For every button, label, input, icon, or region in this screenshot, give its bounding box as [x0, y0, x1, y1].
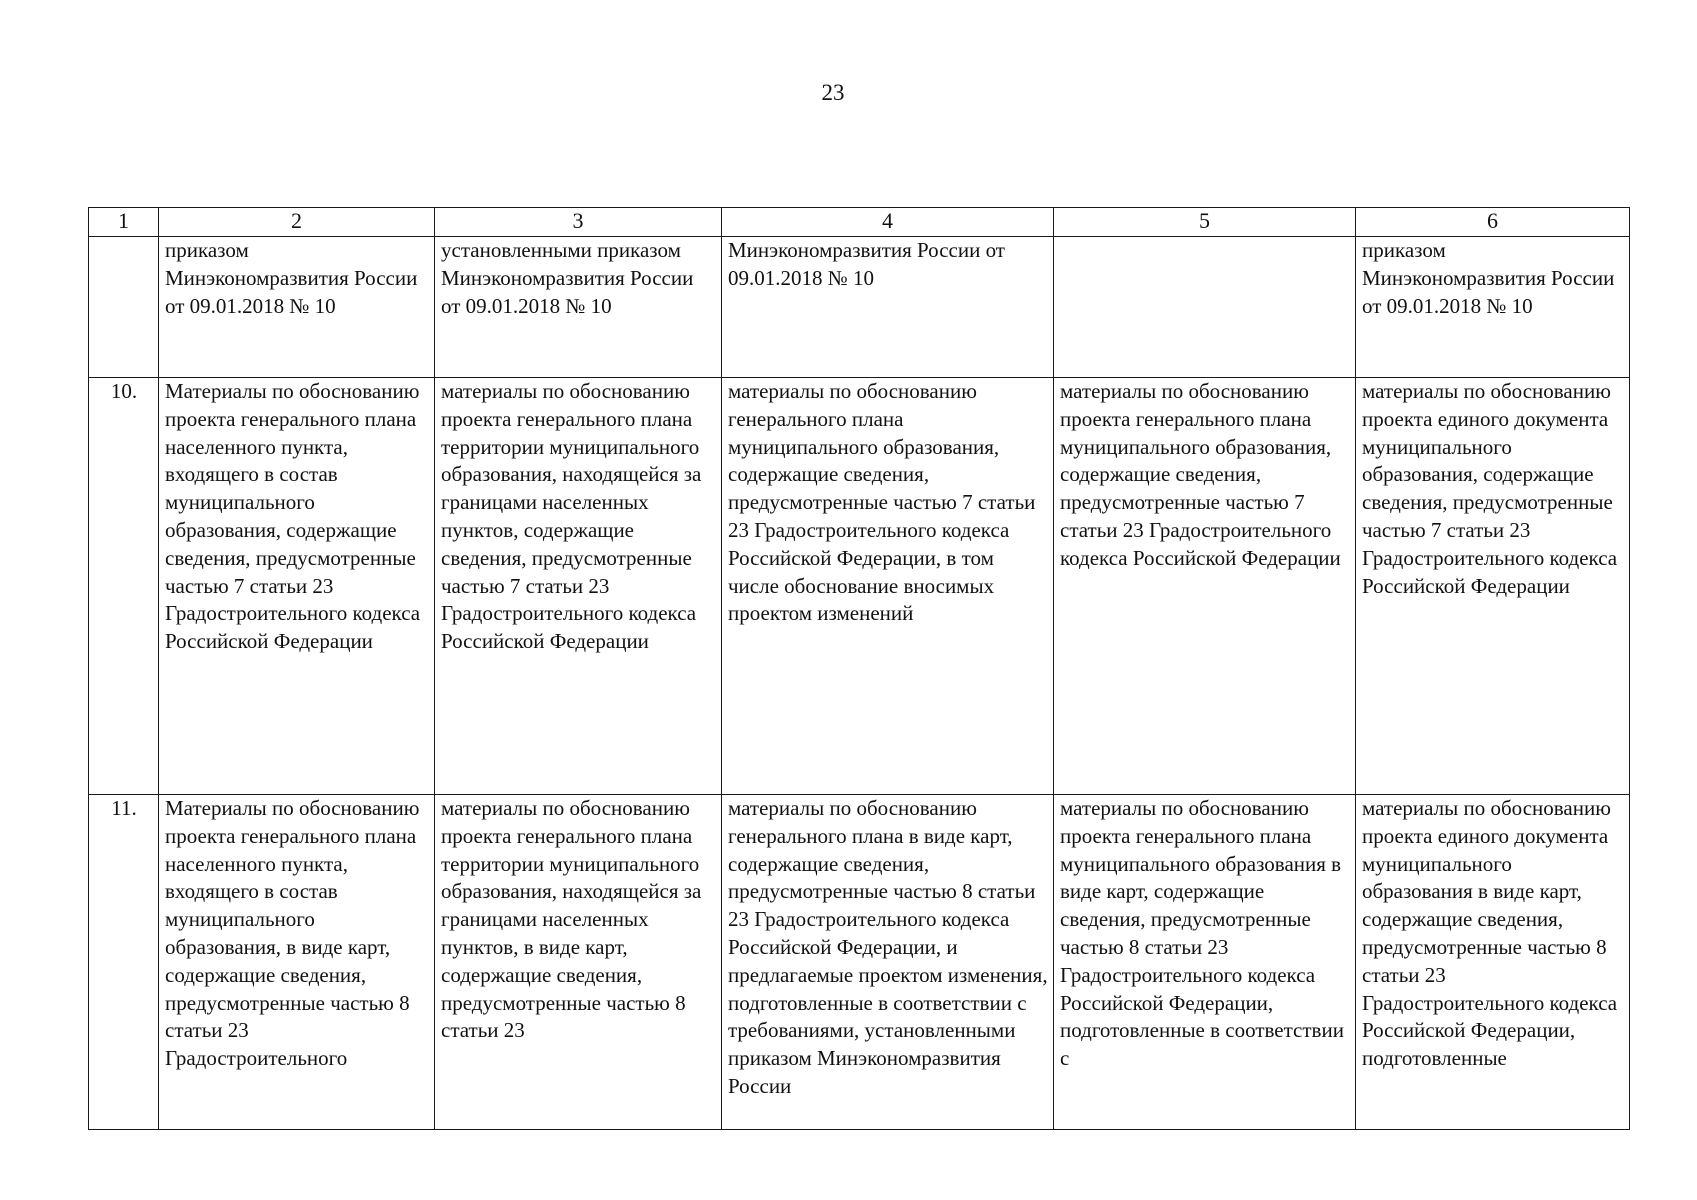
- cell-text: материалы по обоснованию проекта генерального плана муниципального образования в виде карт, содержащие сведения, предусмотренные частью 8 статьи 23 Градостроительного кодекса Российской Федерации, подготовленные в соответствии с: [1060, 796, 1344, 1071]
- column-header-5: 5: [1054, 208, 1356, 237]
- table-row: [89, 378, 1630, 795]
- table-row: [89, 795, 1630, 1130]
- cell-text: материалы по обоснованию проекта генерального плана территории муниципального образования, находящейся за границами населенных пунктов, содержащие сведения, предусмотренные частью 7 статьи 23 Градостроительного кодекса Российской Федерации: [441, 379, 702, 654]
- row-number: 11.: [89, 795, 159, 1130]
- cell-text: материалы по обоснованию проекта единого документа муниципального образования, содержащие сведения, предусмотренные частью 7 статьи 23 Градостроительного кодекса Российской Федерации: [1362, 379, 1618, 598]
- table-cell: [159, 237, 435, 378]
- cell-text: приказом Минэкономразвития России от 09.01.2018 № 10: [165, 238, 418, 318]
- table-row: [89, 237, 1630, 378]
- column-header-2: 2: [159, 208, 435, 237]
- table-cell: [435, 237, 722, 378]
- table-cell: [1356, 795, 1630, 1130]
- table-cell: [1054, 378, 1356, 795]
- table-cell: [722, 378, 1054, 795]
- row-number: [89, 237, 159, 378]
- table-cell: [722, 795, 1054, 1130]
- cell-text: Материалы по обоснованию проекта генерального плана населенного пункта, входящего в состав муниципального образования, в виде карт, содержащие сведения, предусмотренные частью 8 статьи 23 Градостроительного: [165, 796, 420, 1071]
- cell-text: приказом Минэкономразвития России от 09.01.2018 № 10: [1362, 238, 1615, 318]
- table-cell: [1356, 378, 1630, 795]
- table-cell: [159, 378, 435, 795]
- cell-text: материалы по обоснованию генерального плана муниципального образования, содержащие сведения, предусмотренные частью 7 статьи 23 Градостроительного кодекса Российской Федерации, в том числе обоснование вносимых проектом изменений: [728, 379, 1036, 626]
- table-cell: [722, 237, 1054, 378]
- column-header-3: 3: [435, 208, 722, 237]
- table-cell: [435, 795, 722, 1130]
- table-cell: [159, 795, 435, 1130]
- page-number: 23: [821, 80, 845, 105]
- cell-text: материалы по обоснованию проекта генерального плана муниципального образования, содержащие сведения, предусмотренные частью 7 статьи 23 Градостроительного кодекса Российской Федерации: [1060, 379, 1341, 570]
- cell-text: материалы по обоснованию проекта генерального плана территории муниципального образования, находящейся за границами населенных пунктов, в виде карт, содержащие сведения, предусмотренные частью 8 статьи 23: [441, 796, 702, 1043]
- row-number: 10.: [89, 378, 159, 795]
- document-table: [88, 207, 1630, 1130]
- column-header-1: 1: [89, 208, 159, 237]
- table-cell: [1054, 795, 1356, 1130]
- table-cell: [1054, 237, 1356, 378]
- cell-text: Минэкономразвития России от 09.01.2018 № 10: [728, 238, 1005, 290]
- cell-text: материалы по обоснованию генерального плана в виде карт, содержащие сведения, предусмотренные частью 8 статьи 23 Градостроительного кодекса Российской Федерации, и предлагаемые проектом изменения, подготовленные в соответствии с требованиями, установленными приказом Минэкономразвития России: [728, 796, 1048, 1098]
- column-header-6: 6: [1356, 208, 1630, 237]
- cell-text: Материалы по обоснованию проекта генерального плана населенного пункта, входящего в состав муниципального образования, содержащие сведения, предусмотренные частью 7 статьи 23 Градостроительного кодекса Российской Федерации: [165, 379, 421, 654]
- table-cell: [435, 378, 722, 795]
- column-header-4: 4: [722, 208, 1054, 237]
- cell-text: материалы по обоснованию проекта единого документа муниципального образования в виде карт, содержащие сведения, предусмотренные частью 8 статьи 23 Градостроительного кодекса Российской Федерации, подготовленные: [1362, 796, 1618, 1071]
- table-cell: [1356, 237, 1630, 378]
- table-header-row: [89, 208, 1630, 237]
- cell-text: установленными приказом Минэкономразвития России от 09.01.2018 № 10: [441, 238, 694, 318]
